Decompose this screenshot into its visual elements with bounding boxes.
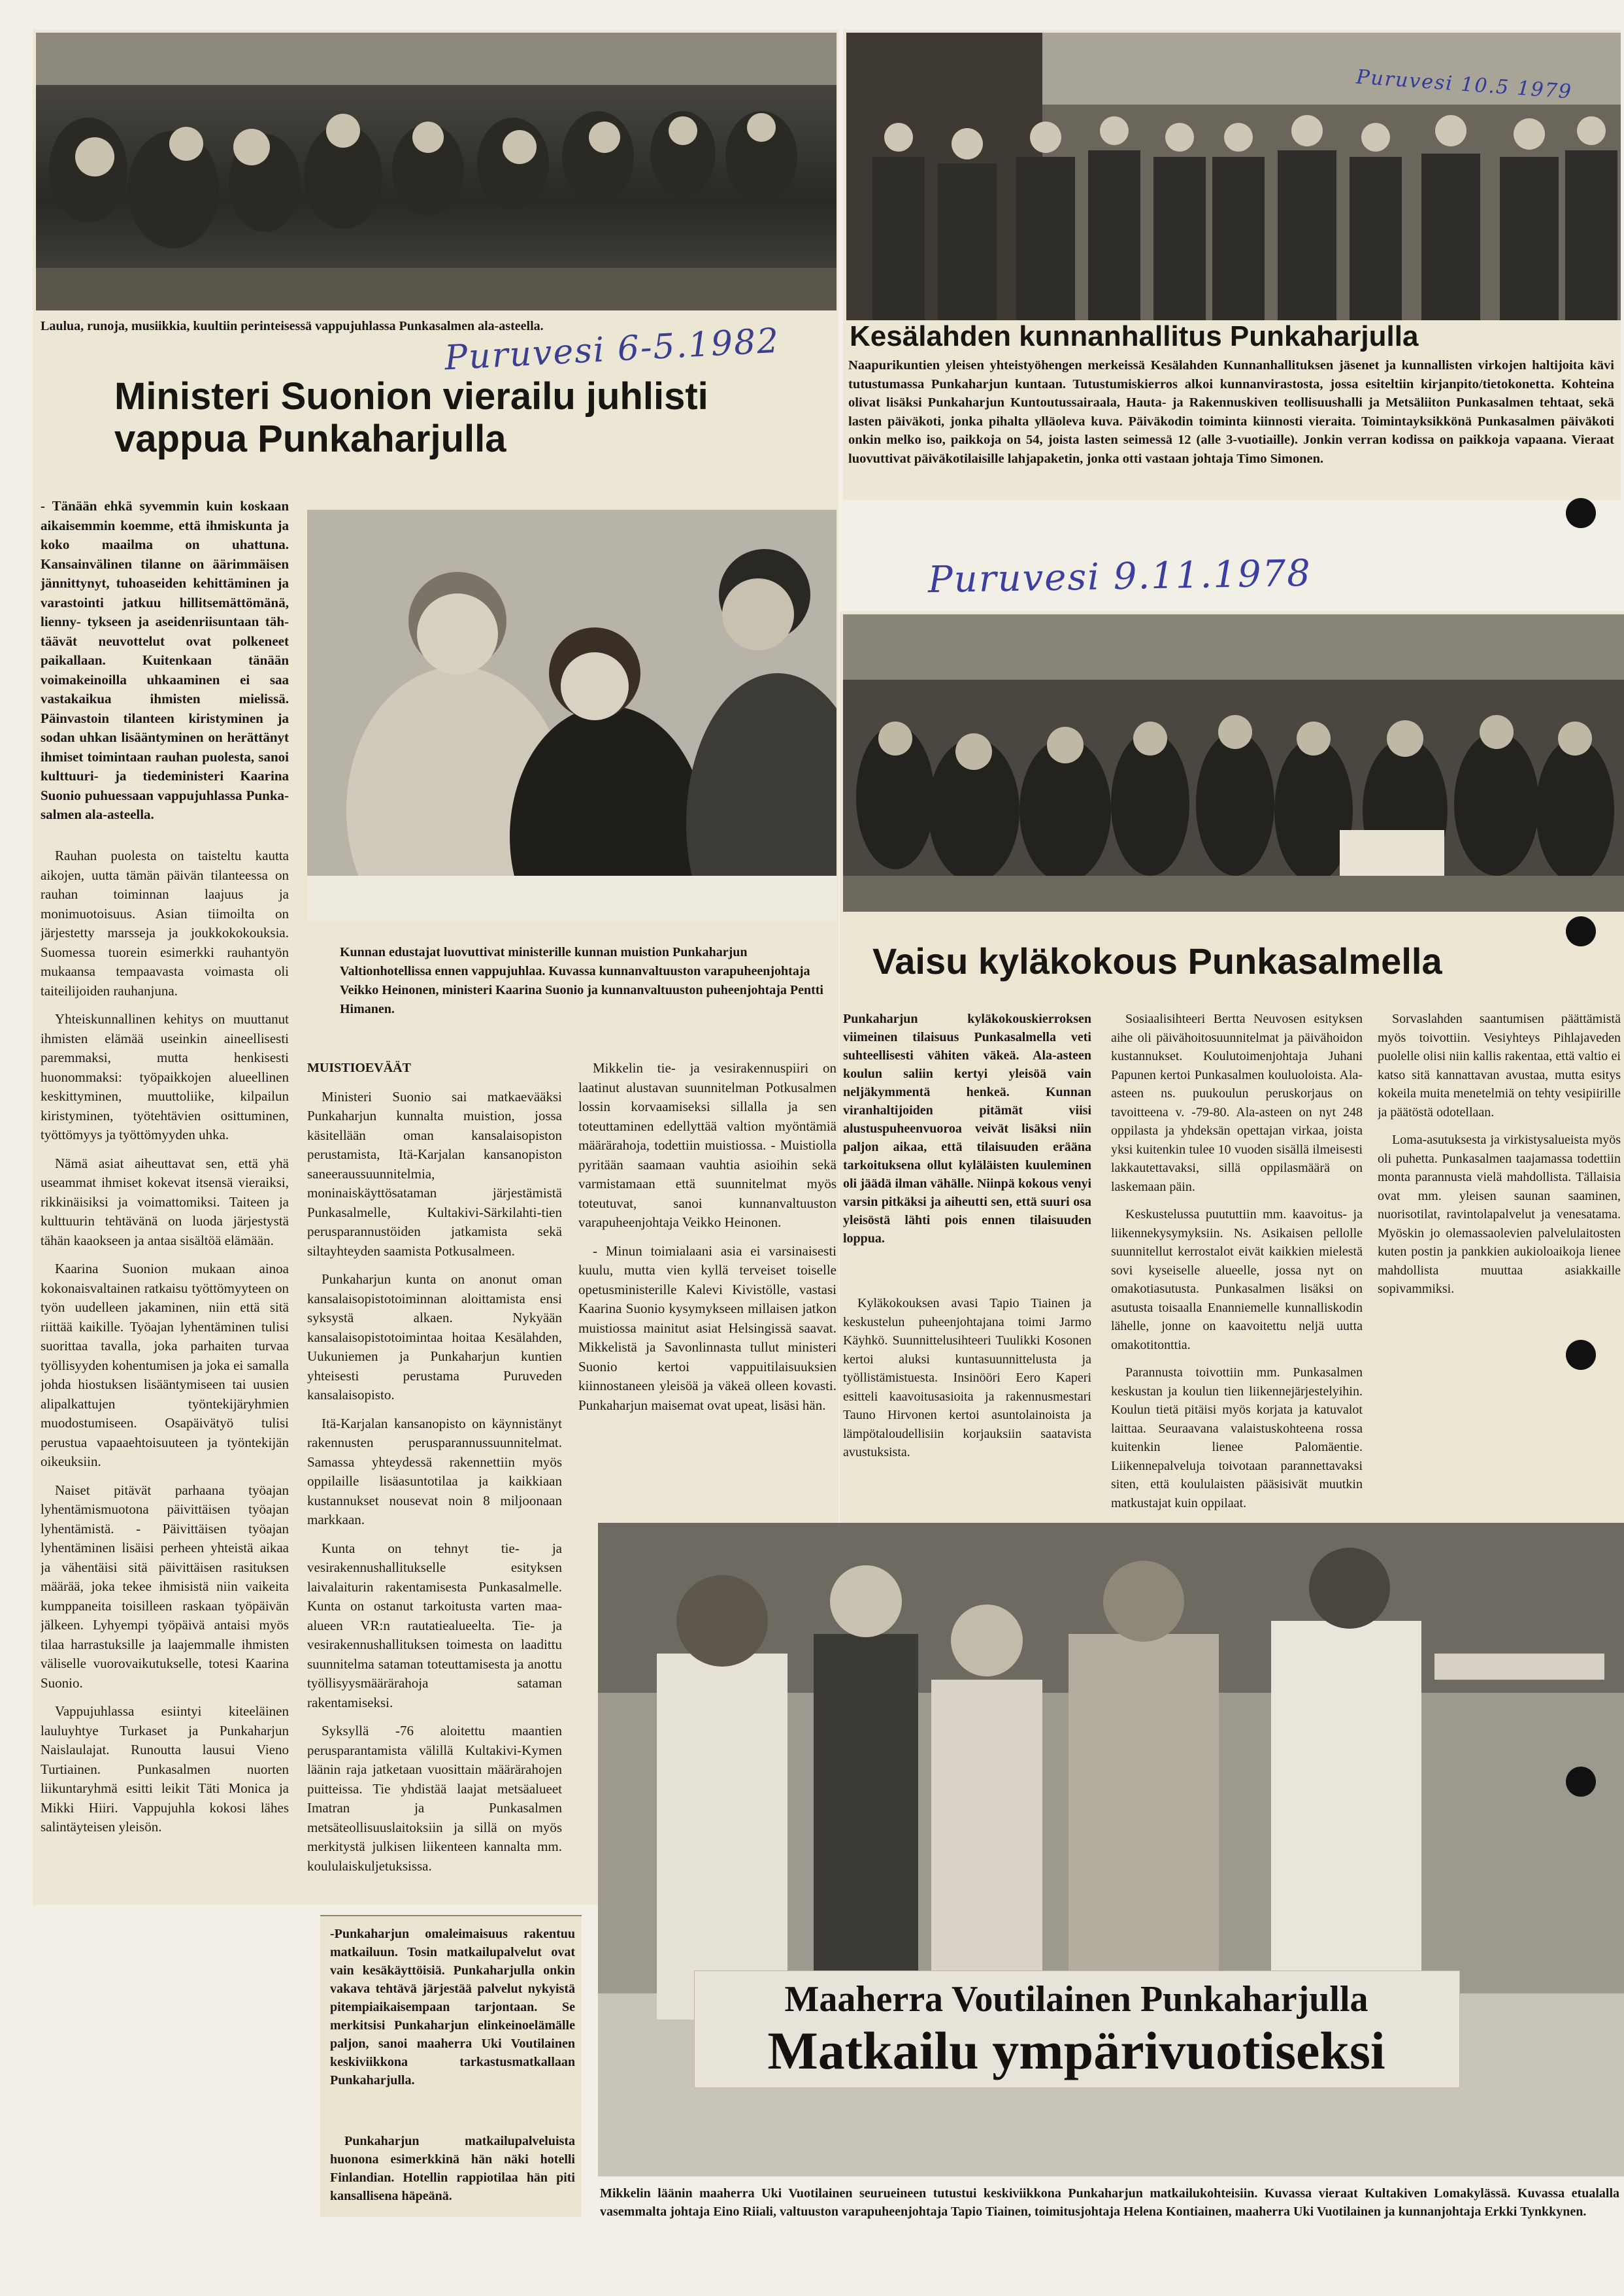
article-kesalahti-text: Naapurikuntien yleisen yhteistyöhengen merkeissä Kesälahden Kunnanhallituksen jäsenet ja kunnallisten virkojen haltijoita kävi tutustumassa Punkaharjun kuntaan. Tutustumiskierros alkoi kunnanvirastosta, jossa esiteltiin kirjanpito/tietokonetta. Kohteina olivat lisäksi Punkaharjun Kuntoutussairaala, Hauta- ja Rakennuskiven teollisuushalli ja Metsäliiton Punkasalmen tehtaat, sekä lasten päiväkoti, jonka pihalta ylläoleva kuva. Päiväkodin toiminta kiinnosti vieraita. Toimintayksikkönä Punkasalmen päiväkoti onkin melko iso, paikkoja on 54, joista lasten seimessä 12 (alle 3-vuotiaille). Jonkin verran kodissa on paikkoja vapaana. Vieraat luovuttivat päiväkotilaisille lahjapaketin, jonka otti vastaan johtaja Timo Simonen.: [848, 358, 1614, 466]
photo-audience-hall: [36, 33, 837, 310]
paragraph: Punkaharjun kunta on anonut oman kansalaisopistotoiminnan aloittamista ensi syksystä alkaen. Nykyään kansalaisopistotoimintaa hoitaa Kesälahden, Uukuniemen ja Punkaharjun kuntien yhteisesti perustama Puruveden kansalaisopisto.: [307, 1271, 562, 1403]
paragraph: Kunta on tehnyt tie- ja vesirakennushallitukselle esityksen laivalaiturin rakentamisesta Punkasalmelle. Kunta on ostanut tarkoitusta varten maa-alueen VR:n rautatiealueelta. Tie- ja vesirakennushallituksen toimesta on laadittu suunnitelma sataman toteuttamisesta ja anottu työllisyysmäärärahoja sataman rakentamiseksi.: [307, 1540, 562, 1710]
paragraph: Loma-asutuksesta ja virkistysalueista myös oli puhetta. Punkasalmen taajamassa todettiin monta parannusta vielä mahdollista. Tällaisia ovat mm. yleisen saunan saaminen, nuorisotilat, ravintolapalvelut ja venesatama. Myöskin jo olemassaolevien palvelulaitosten kuten postin ja pankkien aukioloaikoja lienee mahdollista muuttaa asiakkaille sopivammiksi.: [1378, 1133, 1621, 1296]
kicker-maaherra: Maaherra Voutilainen Punkaharjulla: [784, 1979, 1368, 2020]
paragraph: Mikkelin tie- ja vesirakennuspiiri on laatinut alustavan suunnitelman Potkusalmen lossin korvaamiseksi sillalla ja sen toteuttaminen edellyttää valtion myöntämiä määrärahoja, todettiin muistiossa. - Muistiolla pyritään saamaan vauhtia asioihin sekä varmistamaan että suunnitelmat myös toteutuvat, sanoi kunnanvaltuuston varapuheenjohtaja Veikko Heinonen.: [578, 1060, 837, 1230]
paragraph: Kaarina Suonion mukaan ainoa kokonaisvaltainen ratkaisu työttömyyteen on työn uudelleen jakaminen, niin että sitä riittää kaikille. Työajan lyhentäminen tulisi suorittaa tavalla, joka parhaiten turvaa työllisyyden kohentumisen ja joka ei samalla johda hiostuksen lisääntymiseen tai uusien alipalkattujen työntekijäryhmien muodostumiseen. Osapäivätyö tulisi perustua vapaaehtoisuuteen ja työntekijän oikeuksiin.: [41, 1261, 289, 1469]
paragraph: Kyläkokouksen avasi Tapio Tiainen ja keskustelun puheenjohtajana toimi Jarmo Käyhkö. Suunnittelusihteeri Tuulikki Kosonen kertoi aluksi kuntasuunnittelusta ja työllistämistuesta. Insinööri Eero Kaperi esitteli kaavoitusasioita ja rakennusmestari Tauno Hirvonen kertoi asuntolainoista ja lämpötaloudellisiin korjauksiin saatavista avustuksista.: [843, 1296, 1091, 1459]
lead-matkailu: -Punkaharjun omaleimaisuus rakentuu matkailuun. Tosin matkailupalvelut ovat vain kesäkäyttöisiä. Punkaharjulla onkin vakava tehtävä järjestää palvelut nykyistä pitempiaikaisempaan tarjontaan. Se merkitsisi Punkaharjun elinkeinoelämälle paljon, sanoi maaherra Uki Voutilainen keskiviikkona tarkastusmatkallaan Punkaharjulla.: [330, 1927, 575, 2088]
paragraph: Naiset pitävät parhaana työajan lyhentämismuotona päivittäisen työajan lyhentämistä. - Päivittäisen työajan lyhentäminen lisäisi perheen yhteistä aikaa ja vähentäisi sitä päivittäisen rasituksen määrää, joka tekee ihmisistä niin vaikeita kumppaneita toisilleen raskaan työpäivän jälkeen. Lyhyempi työpäivä antaisi myös tilaa harrastuksille ja laajemmalle ihmisten väliselle vuorovaikutukselle, totesi Kaarina Suonio.: [41, 1482, 289, 1691]
paragraph: Nämä asiat aiheuttavat sen, että yhä useammat ihmiset kokevat itsensä vieraiksi, rikkinäisiksi ja voimattomiksi. Taiteen ja kulttuurin tehtävänä on luoda järjestystä tähän kaaokseen ja antaa sisältöä elämään.: [41, 1155, 289, 1248]
headline-vaisu-kylakokous: Vaisu kyläkokous Punkasalmella: [872, 940, 1442, 982]
photo-caption-audience: Laulua, runoja, musiikkia, kuultiin perinteisessä vappujuhlassa Punkasalmen ala-asteella.: [41, 319, 544, 333]
paragraph: Rauhan puolesta on taisteltu kautta aikojen, uutta tämän päivän tilanteessa on rauhan toiminnan laajuus ja monimuotoisuus. Asian tiimoilta on järjestetty marsseja ja joukkokokouksia. Suomessa tuorein esimerkki rauhantyön mukaansa tempaavasta voimasta oli taiteilijoiden rauhanjuna.: [41, 848, 289, 999]
body-column-2: [307, 1059, 562, 1908]
photo-caption-memo: Kunnan edustajat luovuttivat ministerille kunnan muistion Punkaharjun Valtionhotellissa ennen vappujuhlaa. Kuvassa kunnanvaltuuston varapuheenjohtaja Veikko Heinonen, ministeri Kaarina Suonio ja kunnanvaltuuston puheenjohtaja Pentti Himanen.: [340, 945, 823, 1016]
handwritten-date-1978: Puruvesi 9.11.1978: [927, 552, 1312, 602]
body-kylakokous-col2: [1111, 1010, 1363, 1526]
paragraph: Yhteiskunnallinen kehitys on muuttanut ihmisten elämää useinkin aineellisesti paremmaksi, mutta henkisesti huonommaksi: työpaikkojen alueellinen keskittyminen, muuttoliike, kilpailun kiristyminen, työtehtävien osittuminen, työttömyys ja työttömyyden uhka.: [41, 1011, 289, 1142]
body-kylakokous-col3: [1378, 1010, 1621, 1526]
body-column-3: [578, 1059, 837, 1438]
binder-hole: [1566, 916, 1596, 946]
photo-caption-maaherra: Mikkelin läänin maaherra Uki Vuotilainen seurueineen tutustui keskiviikkona Punkaharjun matkailukohteisiin. Kuvassa vieraat Kultakiven Lomakylässä. Kuvassa etualalla vasemmalta johtaja Eino Riiali, valtuuston varapuheenjohtaja Tapio Tiainen, toimitusjohtaja Helena Kontiainen, maaherra Uki Vuotilainen ja kunnanjohtaja Erkki Tynkkynen.: [600, 2186, 1619, 2219]
headline-matkailu: Matkailu ympärivuotiseksi: [767, 2021, 1385, 2080]
lead-paragraph-suonio: - Tänään ehkä syvemmin kuin koskaan aikaisemmin koemme, että ihmiskunta ja koko maailma on uhattuna. Kansainvälinen tilanne on äärimmäisen jännittynyt, tuhoaseiden kehittäminen ja varastointi jatkuu hillitsemättömänä, lienny- tykseen ja aseidenriisuntaan täh- täävät neuvottelut ovat polkeneet paikallaan. Kuitenkaan tänään voimakeinoilla uhkaaminen ei saa vastakaikua ihmisten mielissä. Päinvastoin tilanteen kiristyminen ja sodan uhkan lisääntyminen on herättänyt ihmiset toimintaan rauhan puolesta, sanoi kulttuuri- ja tiedeministeri Kaarina Suonio puhuessaan vappujuhlassa Punka- salmen ala-asteella.: [41, 498, 289, 822]
handwritten-date-1982: Puruvesi 6-5.1982: [443, 321, 781, 378]
binder-hole: [1566, 498, 1596, 528]
paragraph: Ministeri Suonio sai matkaevääksi Punkaharjun kunnalta muistion, jossa käsitellään oman kansalaisopiston perustamista, Itä-Karjalan kansanopiston saneeraussuunnitelmia, moninaiskäyttösataman järjestämistä Punkasalmelle, Kultakivi-Särkilahti-tien perusparannustöiden jatkamista sekä siltayhteyden saamista Potkusalmeen.: [307, 1088, 562, 1259]
headline-kesalahti: Kesälahden kunnanhallitus Punkaharjulla: [850, 320, 1419, 352]
paragraph: Syksyllä -76 aloitettu maantien perusparantamista välillä Kultakivi-Kymen läänin raja jatketaan vuosittain määrärahojen puitteissa. Tie yhdistää laajat metsäalueet Imatran ja Punkasalmen metsäteollisuuslaitoksiin ja sillä on myös merkitystä julkisen liikenteen kannalta mm. koululaiskuljetuksissa.: [307, 1723, 562, 1874]
body-column-1: [41, 846, 289, 1902]
lead-kylakokous: Punkaharjun kyläkokouskierroksen viimeinen tilaisuus Punkasalmella veti suhteellisesti vähiten väkeä. Ala-asteen koulun saliin kertyi yleisöä vain neljäkymmentä henkeä. Kunnan viranhaltijoiden pitämät viisi alustuspuheenvuoroa veivät lisäksi niin paljon aikaa, että tilaisuuden erääna tarkoituksena ollut kyläläisten kuuleminen oli jäädä ilman vähälle. Niinpä kokous venyi varsin pitkäksi ja aiheutti sen, että suuri osa yleisöstä lähti pois ennen tilaisuuden loppua.: [843, 1012, 1091, 1246]
binder-hole: [1566, 1340, 1596, 1370]
paragraph: Vappujuhlassa esiintyi kiteeläinen lauluyhtye Turkaset ja Punkaharjun Naislaulajat. Runoutta lausui Vieno Turtiainen. Punkasalmen nuorten liikuntaryhmä esitti leikit Täti Monica ja Mikki Hiiri. Vappujuhla kokosi lähes salintäyteisen yleisön.: [41, 1703, 289, 1835]
paragraph: - Minun toimialaani asia ei varsinaisesti kuulu, mutta vien kyllä terveiset toiselle opetusministerille Kalevi Kivistölle, vastasi Kaarina Suonio kysymykseen millaisen jatkon muistiossa mainitut asiat Helsingissä saavat. Mikkelistä ja Savonlinnasta tullut ministeri Suonio kertoi vappuitilaisuuksien kiinnostaneen yleisöä ja väkeä olleen kovasti. Punkaharjun maisemat ovat upeat, lisäsi hän.: [578, 1242, 837, 1413]
text-matkailu-finlandia: Punkaharjun matkailupalveluista huonona esimerkkinä hän näki hotelli Finlandian. Hotellin rappiotilaa hän piti kansallisena häpeänä.: [330, 2134, 575, 2203]
paragraph: Parannusta toivottiin mm. Punkasalmen keskustan ja koulun tien liikennejärjestelyihin. Koulun tietä pitäisi myös korjata ja katuvalot laittaa. Seuraavana valaistuskohteena rossa kuitenkin lienee Palomäentie. Liikennepalveluja toivotaan parannettavaksi siten, että koululaisten pääsisivät muutkin matkustajat kuin oppilaat.: [1111, 1365, 1363, 1510]
paragraph: Sosiaalisihteeri Bertta Neuvosen esityksen aihe oli päivähoitosuunnitelmat ja päivähoidon kustannukset. Koulutoimenjohtaja Juhani Papunen kertoi Punkasalmen kouluoloista. Ala-asteen ns. puukoulun peruskorjaus on tavoitteena v. -79-80. Ala-asteen on nyt 248 oppilasta ja yhdeksän opettajan virkaa, joista yksi kuitenkin tulee 10 vuoden sisällä ilmeisesti lakkautettavaksi, sillä oppilasmäärä on laskemaan päin.: [1111, 1012, 1363, 1194]
photo-ministeri-memo: [307, 510, 837, 922]
headline-ministeri-suonio: Ministeri Suonion vierailu juhlisti vappua Punkaharjulla: [114, 375, 708, 460]
binder-hole: [1566, 1767, 1596, 1797]
paragraph: Keskustelussa puututtiin mm. kaavoitus- ja liikennekysymyksiin. Ns. Asikaisen pellolle suunnitellut kerrostalot eivät kaikkien mielestä sovi kyseiselle alueelle, jossa nyt on omakotiasutusta. Punkasalmen lisäksi on asutusta toisaalla Enanniemelle kunnalliskodin lähelle, jonne on kaavoitettu neljä uutta omakotitonttia.: [1111, 1207, 1363, 1352]
body-kylakokous-col1: [843, 1294, 1091, 1529]
paragraph: Sorvaslahden saantumisen päättämistä myös toivottiin. Vesiyhteys Pihlajaveden puolelle olisi niin kallis rakentaa, että valtio ei katso sitä kannattavan avustaa, mutta esitys kokeila muita menetelmiä on tehty vesipiirille ja päätöstä odotellaan.: [1378, 1012, 1621, 1120]
photo-kylakokous-meeting: [843, 614, 1624, 912]
handwritten-date-1979: Puruvesi 10.5 1979: [1355, 65, 1573, 104]
memo-subheading: MUISTIOEVÄÄT: [307, 1061, 411, 1075]
paragraph: Itä-Karjalan kansanopisto on käynnistänyt rakennusten perusparannussuunnitelmat. Samassa yhteydessä rakennettiin myös oppilaille lisäasuntotilaa ja kaikkiaan kustannukset nousevat noin 8 miljoonaan markkaan.: [307, 1415, 562, 1527]
